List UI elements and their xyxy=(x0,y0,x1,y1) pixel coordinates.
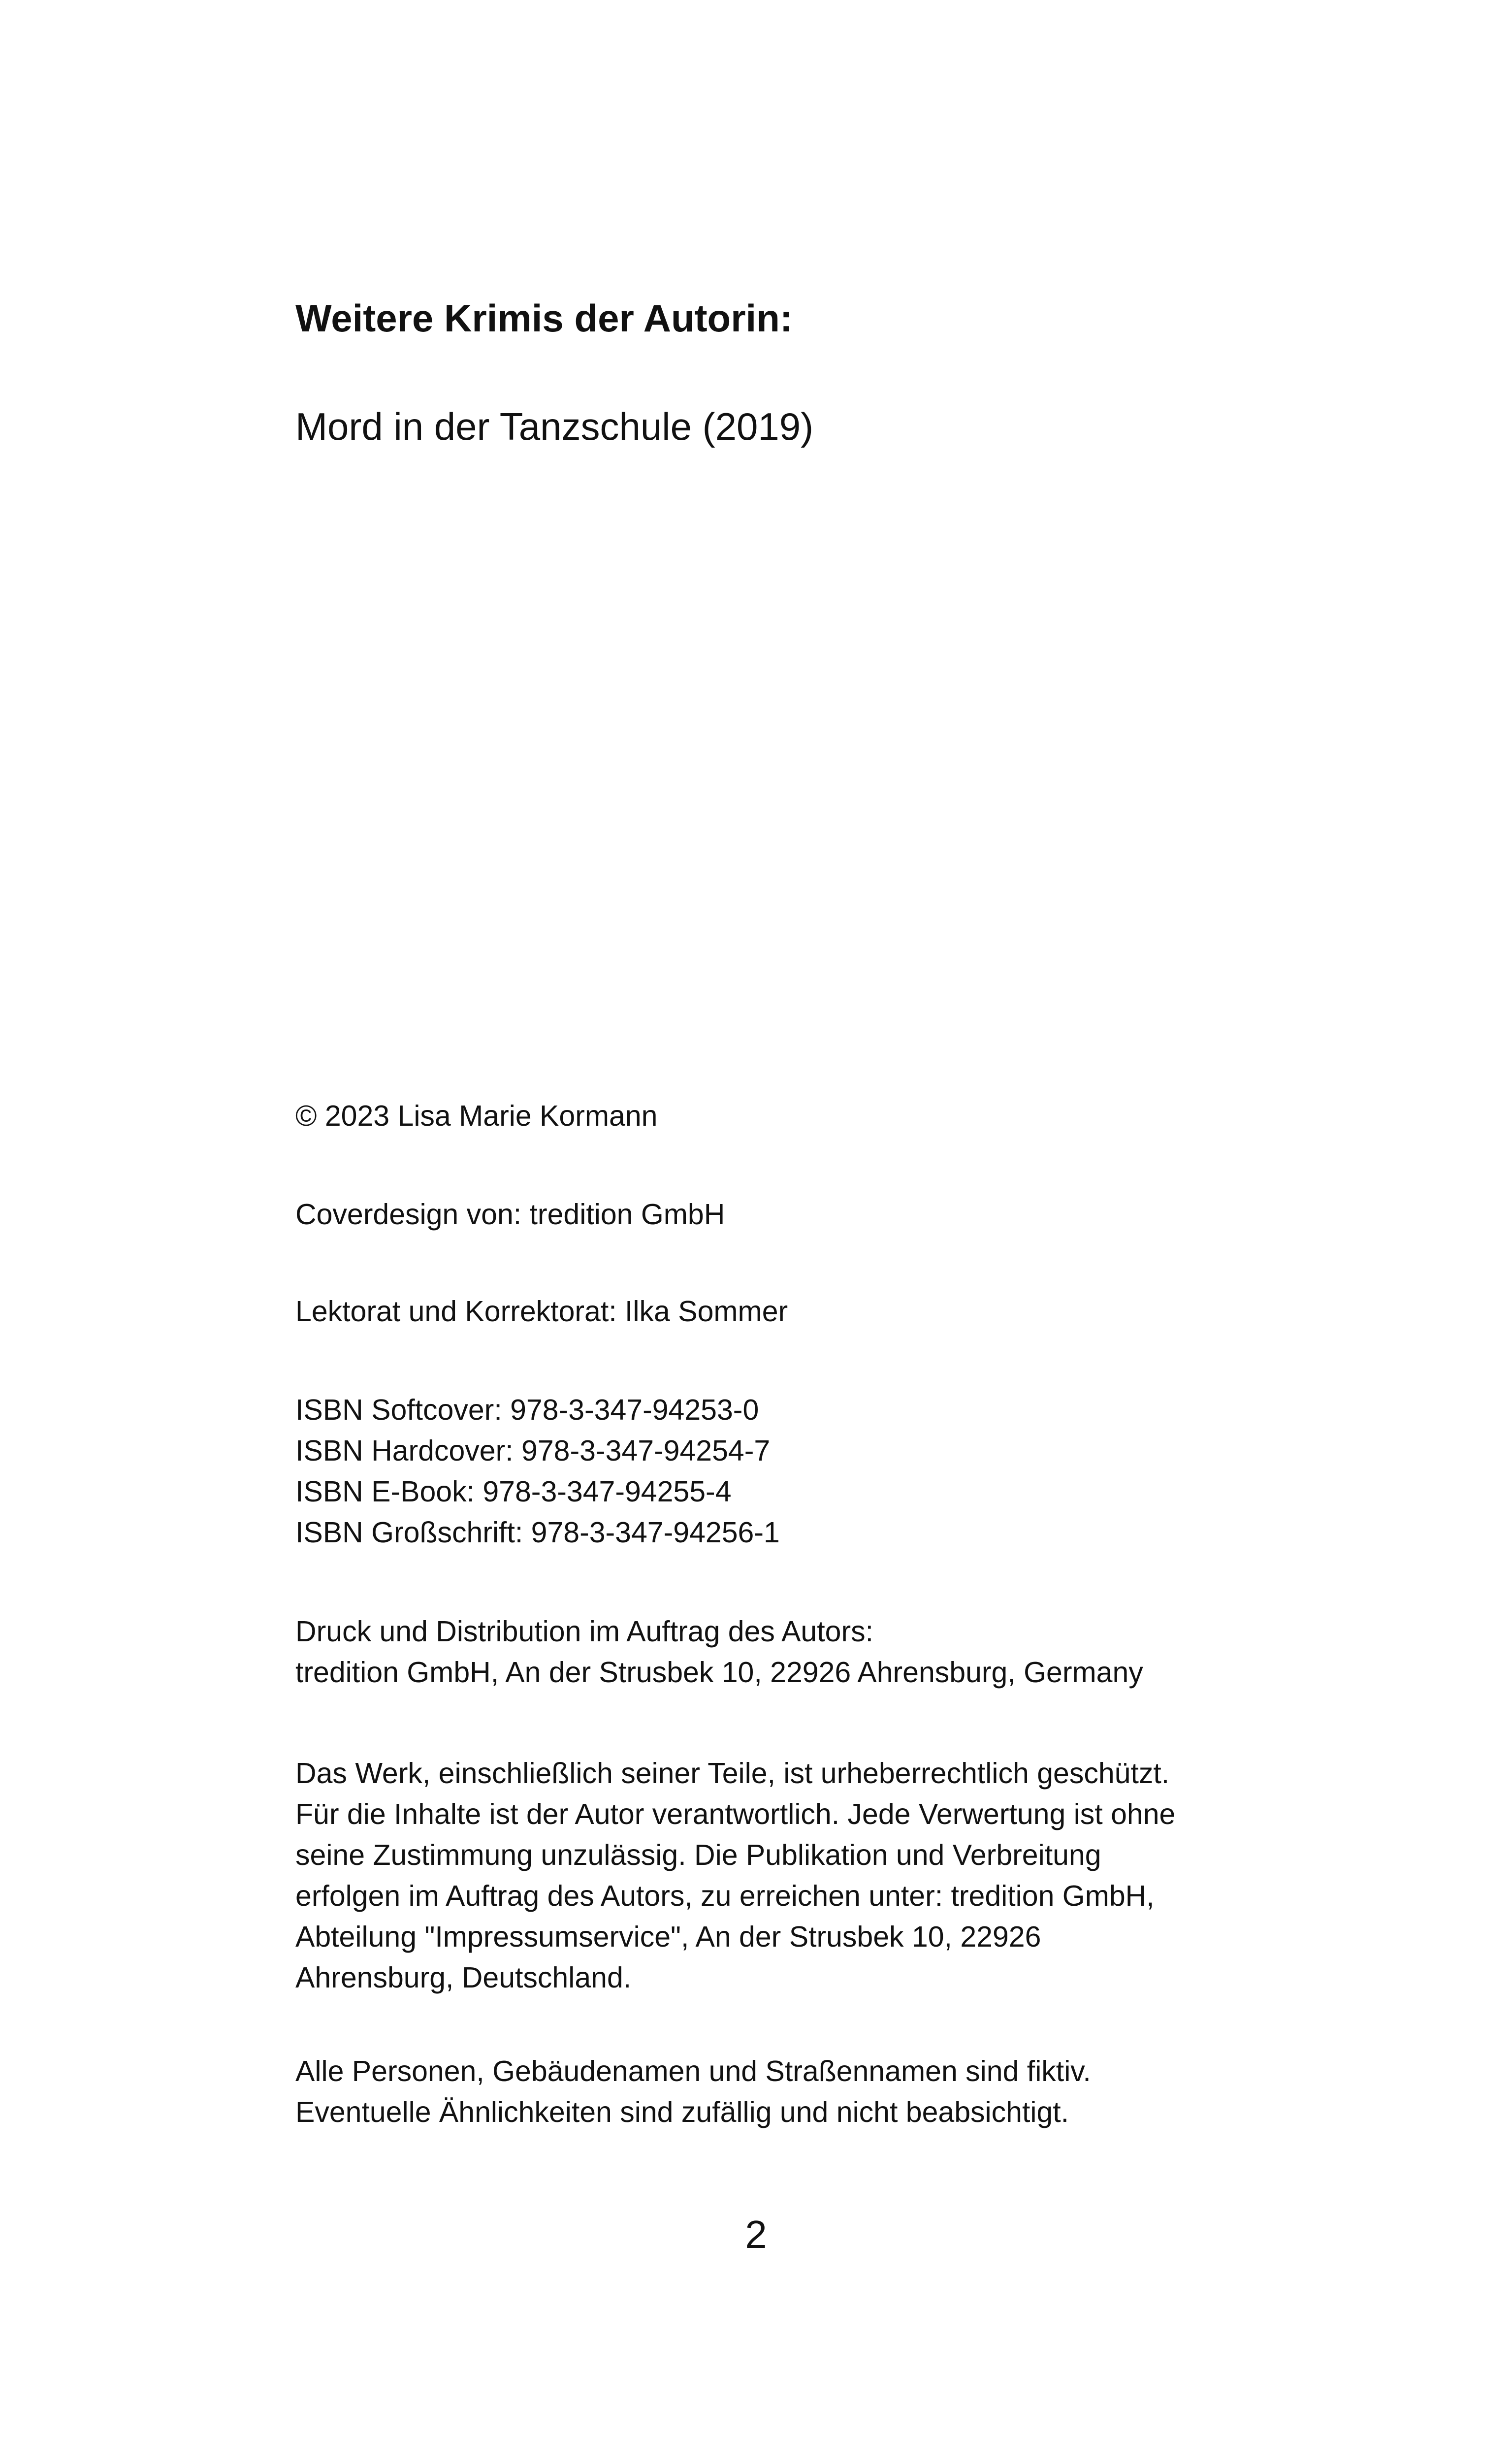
distribution-line-2: tredition GmbH, An der Strusbek 10, 22926 Ahrensburg, Germany xyxy=(295,1656,1143,1689)
distribution-line-1: Druck und Distribution im Auftrag des Autors: xyxy=(295,1615,873,1648)
cover-design-line: Coverdesign von: tredition GmbH xyxy=(295,1198,725,1231)
legal-line-1: Das Werk, einschließlich seiner Teile, ist urheberrechtlich geschützt. xyxy=(295,1757,1170,1790)
isbn-softcover: ISBN Softcover: 978-3-347-94253-0 xyxy=(295,1394,759,1426)
disclaimer-block xyxy=(295,2051,1280,2133)
editing-line: Lektorat und Korrektorat: Ilka Sommer xyxy=(295,1295,788,1328)
other-books-heading: Weitere Krimis der Autorin: xyxy=(295,296,793,340)
legal-line-5: Abteilung "Impressumservice", An der Strusbek 10, 22926 xyxy=(295,1921,1041,1953)
legal-line-3: seine Zustimmung unzulässig. Die Publikation und Verbreitung xyxy=(295,1839,1101,1871)
legal-line-4: erfolgen im Auftrag des Autors, zu erreichen unter: tredition GmbH, xyxy=(295,1880,1155,1912)
page-number: 2 xyxy=(745,2213,767,2256)
disclaimer-line-1: Alle Personen, Gebäudenamen und Straßennamen sind fiktiv. xyxy=(295,2055,1091,2087)
editing-credit xyxy=(295,1291,1280,1332)
isbn-ebook: ISBN E-Book: 978-3-347-94255-4 xyxy=(295,1475,732,1508)
legal-line-6: Ahrensburg, Deutschland. xyxy=(295,1961,632,1994)
cover-design-credit xyxy=(295,1194,1280,1235)
copyright-notice xyxy=(295,1096,1280,1137)
isbn-hardcover: ISBN Hardcover: 978-3-347-94254-7 xyxy=(295,1434,771,1467)
isbn-block xyxy=(295,1390,1280,1553)
isbn-large-print: ISBN Großschrift: 978-3-347-94256-1 xyxy=(295,1516,780,1549)
copyright-line: © 2023 Lisa Marie Kormann xyxy=(295,1100,658,1132)
distribution-block xyxy=(295,1611,1280,1693)
legal-line-2: Für die Inhalte ist der Autor verantwortlich. Jede Verwertung ist ohne xyxy=(295,1798,1176,1830)
book-title: Mord in der Tanzschule (2019) xyxy=(295,405,814,448)
disclaimer-line-2: Eventuelle Ähnlichkeiten sind zufällig und nicht beabsichtigt. xyxy=(295,2096,1069,2128)
legal-notice xyxy=(295,1753,1280,1998)
